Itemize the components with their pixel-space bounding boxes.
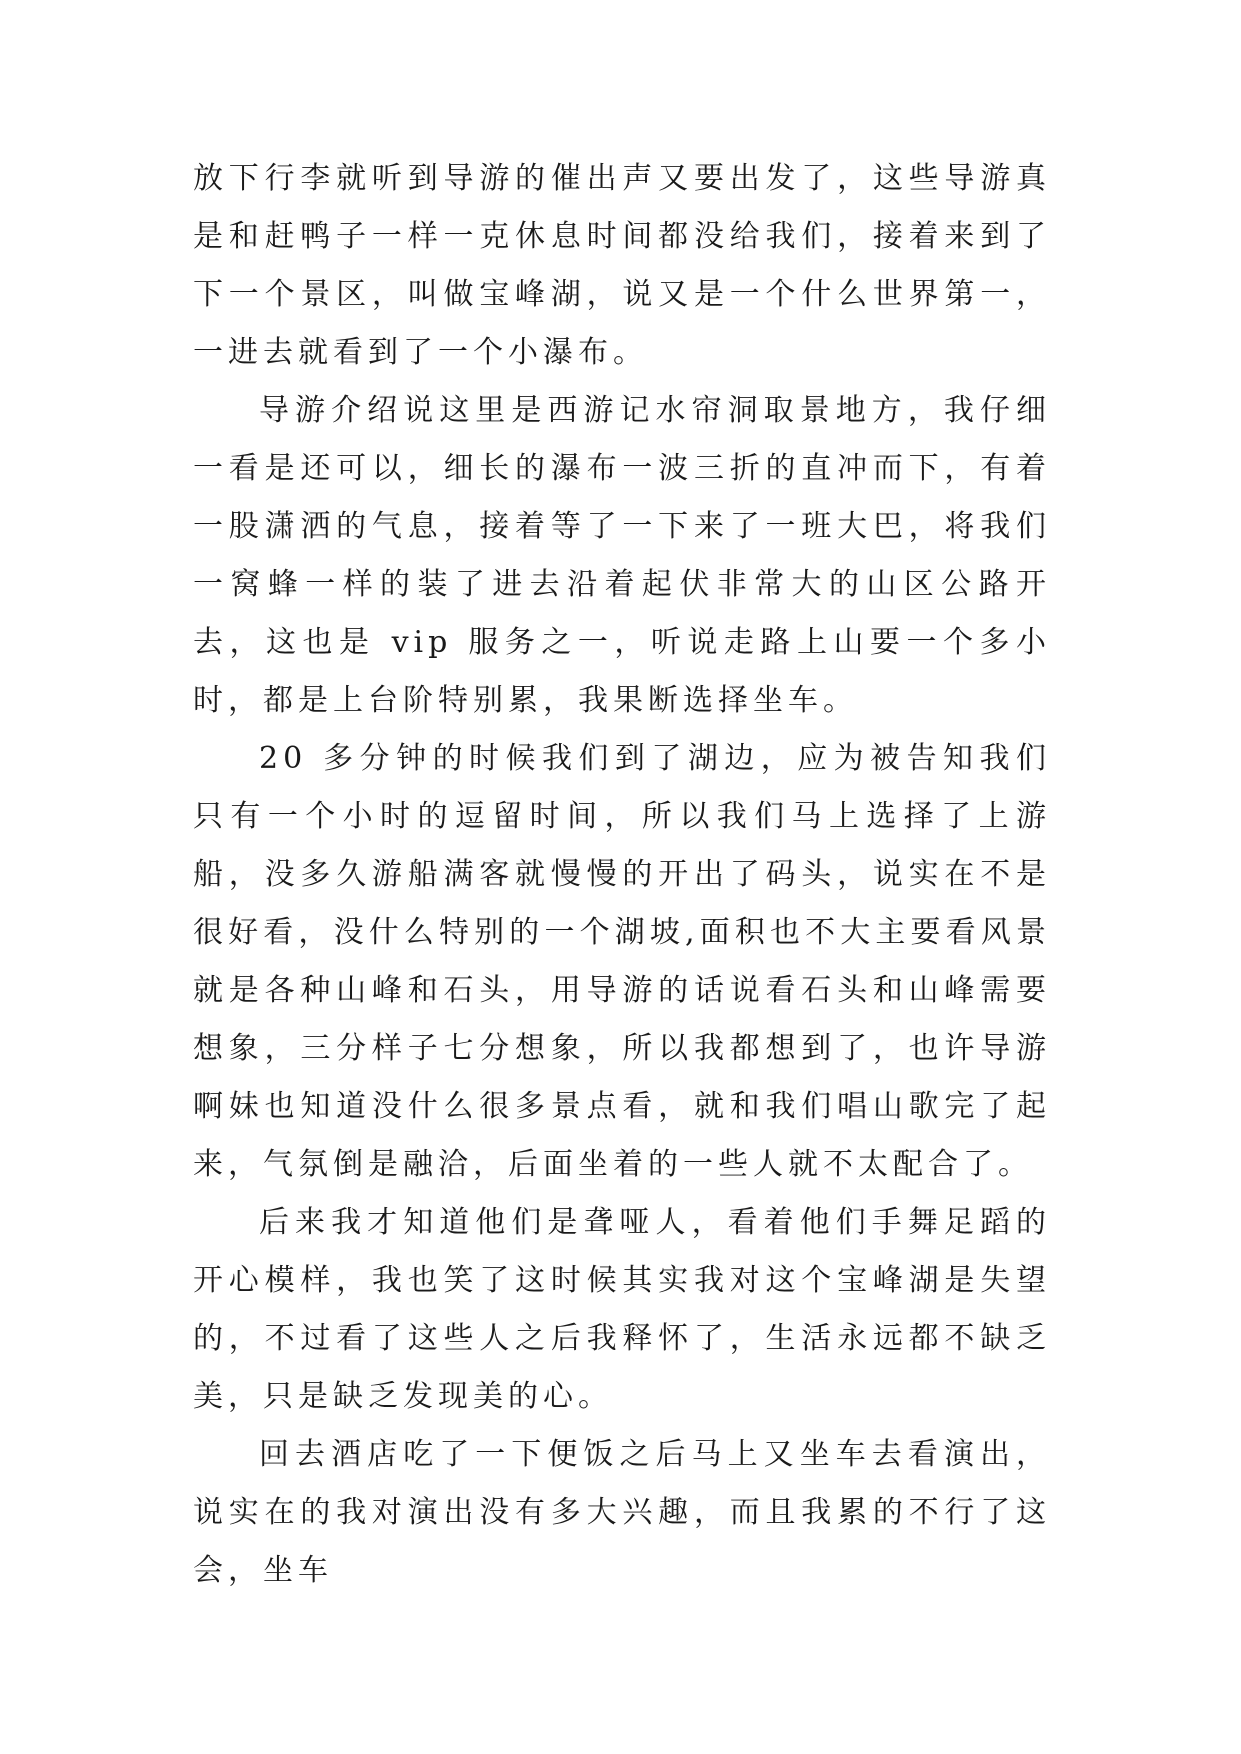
paragraph-1: 放下行李就听到导游的催出声又要出发了，这些导游真是和赶鸭子一样一克休息时间都没给我们，接着来到了下一个景区，叫做宝峰湖，说又是一个什么世界第一，一进去就看到了一个小瀑布。 <box>193 161 1051 370</box>
document-body <box>193 150 1051 1600</box>
paragraph-2: 导游介绍说这里是西游记水帘洞取景地方，我仔细一看是还可以，细长的瀑布一波三折的直冲而下，有着一股潇洒的气息，接着等了一下来了一班大巴，将我们一窝蜂一样的装了进去沿着起伏非常大的山区公路开去，这也是 vip 服务之一，听说走路上山要一个多小时，都是上台阶特别累，我果断选择坐车。 <box>193 393 1051 718</box>
paragraph-4: 后来我才知道他们是聋哑人，看着他们手舞足蹈的开心模样，我也笑了这时候其实我对这个宝峰湖是失望的，不过看了这些人之后我释怀了，生活永远都不缺乏美，只是缺乏发现美的心。 <box>193 1205 1051 1414</box>
paragraph-3: 20 多分钟的时候我们到了湖边，应为被告知我们只有一个小时的逗留时间，所以我们马上选择了上游船，没多久游船满客就慢慢的开出了码头，说实在不是很好看，没什么特别的一个湖坡,面积也不大主要看风景就是各种山峰和石头，用导游的话说看石头和山峰需要想象，三分样子七分想象，所以我都想到了，也许导游啊妹也知道没什么很多景点看，就和我们唱山歌完了起来，气氛倒是融洽，后面坐着的一些人就不太配合了。 <box>193 741 1051 1182</box>
paragraph-5: 回去酒店吃了一下便饭之后马上又坐车去看演出，说实在的我对演出没有多大兴趣，而且我累的不行了这会，坐车 <box>193 1437 1051 1588</box>
